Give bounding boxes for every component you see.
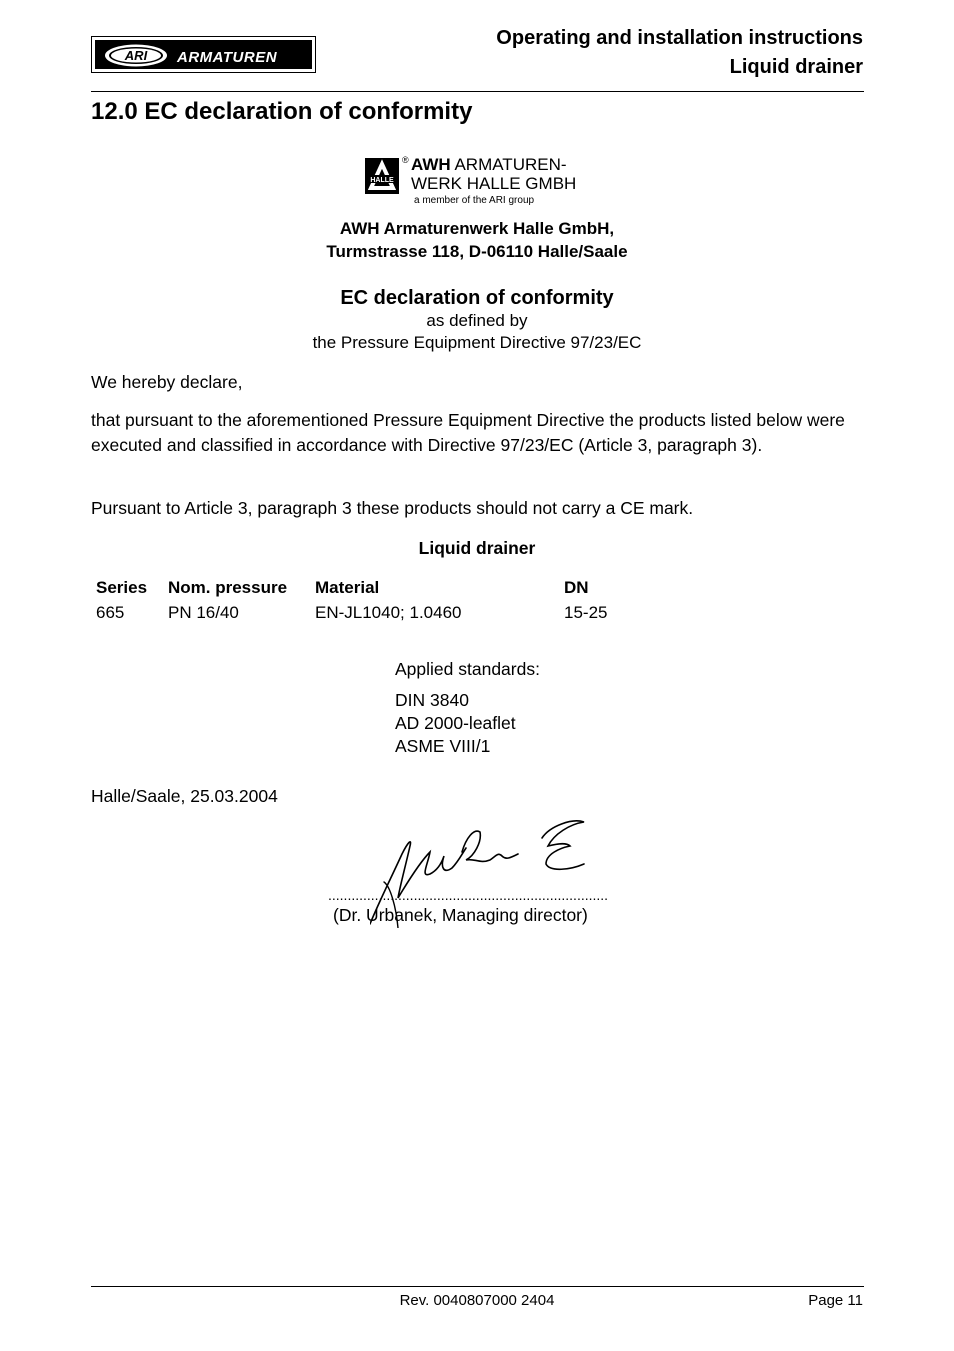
signature-line: ........................................................................ [328, 887, 609, 903]
logo-word: ARMATUREN [177, 49, 278, 66]
declaration-subtitle: as defined by [426, 311, 528, 330]
ari-emblem-icon [101, 43, 171, 68]
page-number: Page 11 [808, 1292, 863, 1309]
awh-name-rest: ARMATUREN- [450, 155, 567, 174]
awh-company-name [411, 156, 567, 174]
section-title: 12.0 EC declaration of conformity [91, 98, 473, 125]
awh-name-bold: AWH [411, 155, 451, 174]
column-header-material: Material [315, 578, 380, 597]
standard-item: DIN 3840 [395, 690, 469, 710]
awh-company-name-line2: WERK HALLE GMBH [411, 174, 577, 193]
standards-list [395, 689, 516, 758]
paragraph-declare: We hereby declare, [91, 372, 243, 392]
paragraph-pursuant: that pursuant to the aforementioned Pressure Equipment Directive the products listed below were executed and classified in accordance with Directive 97/23/EC (Article 3, paragraph 3). [91, 410, 845, 455]
awh-member-note: a member of the ARI group [414, 195, 535, 206]
awh-emblem-text: HALLE [370, 177, 394, 184]
column-header-series: Series [96, 578, 148, 597]
footer-divider [91, 1286, 864, 1287]
table-cell-series: 665 [96, 603, 125, 622]
handwritten-signature [370, 816, 600, 928]
logo-background [95, 40, 312, 69]
ari-armaturen-logo [91, 36, 316, 73]
declaration-directive: the Pressure Equipment Directive 97/23/EC [312, 333, 642, 352]
product-title: Liquid drainer [418, 538, 536, 558]
registered-mark: ® [402, 155, 409, 165]
standard-item: ASME VIII/1 [395, 736, 491, 756]
table-cell-dn: 15-25 [564, 603, 608, 622]
ari-emblem-text: ARI [124, 48, 148, 63]
signer-name: (Dr. Urbanek, Managing director) [333, 905, 588, 925]
table-cell-material: EN-JL1040; 1.0460 [315, 603, 462, 622]
company-address: Turmstrasse 118, D-06110 Halle/Saale [326, 242, 628, 261]
awh-emblem-icon [365, 158, 399, 194]
company-name: AWH Armaturenwerk Halle GmbH, [339, 219, 615, 238]
place-and-date: Halle/Saale, 25.03.2004 [91, 786, 278, 806]
product-name-header: Liquid drainer [729, 56, 863, 78]
document-title: Operating and installation instructions [496, 27, 863, 49]
declaration-title: EC declaration of conformity [340, 287, 614, 309]
header-divider [91, 91, 864, 92]
table-cell-nom-pressure: PN 16/40 [168, 603, 239, 622]
standard-item: AD 2000-leaflet [395, 713, 516, 733]
standards-title: Applied standards: [395, 659, 540, 679]
column-header-nom-pressure: Nom. pressure [168, 578, 288, 597]
column-header-dn: DN [564, 578, 589, 597]
paragraph-no-ce-mark: Pursuant to Article 3, paragraph 3 these products should not carry a CE mark. [91, 498, 694, 518]
revision-number: Rev. 0040807000 2404 [399, 1292, 555, 1309]
